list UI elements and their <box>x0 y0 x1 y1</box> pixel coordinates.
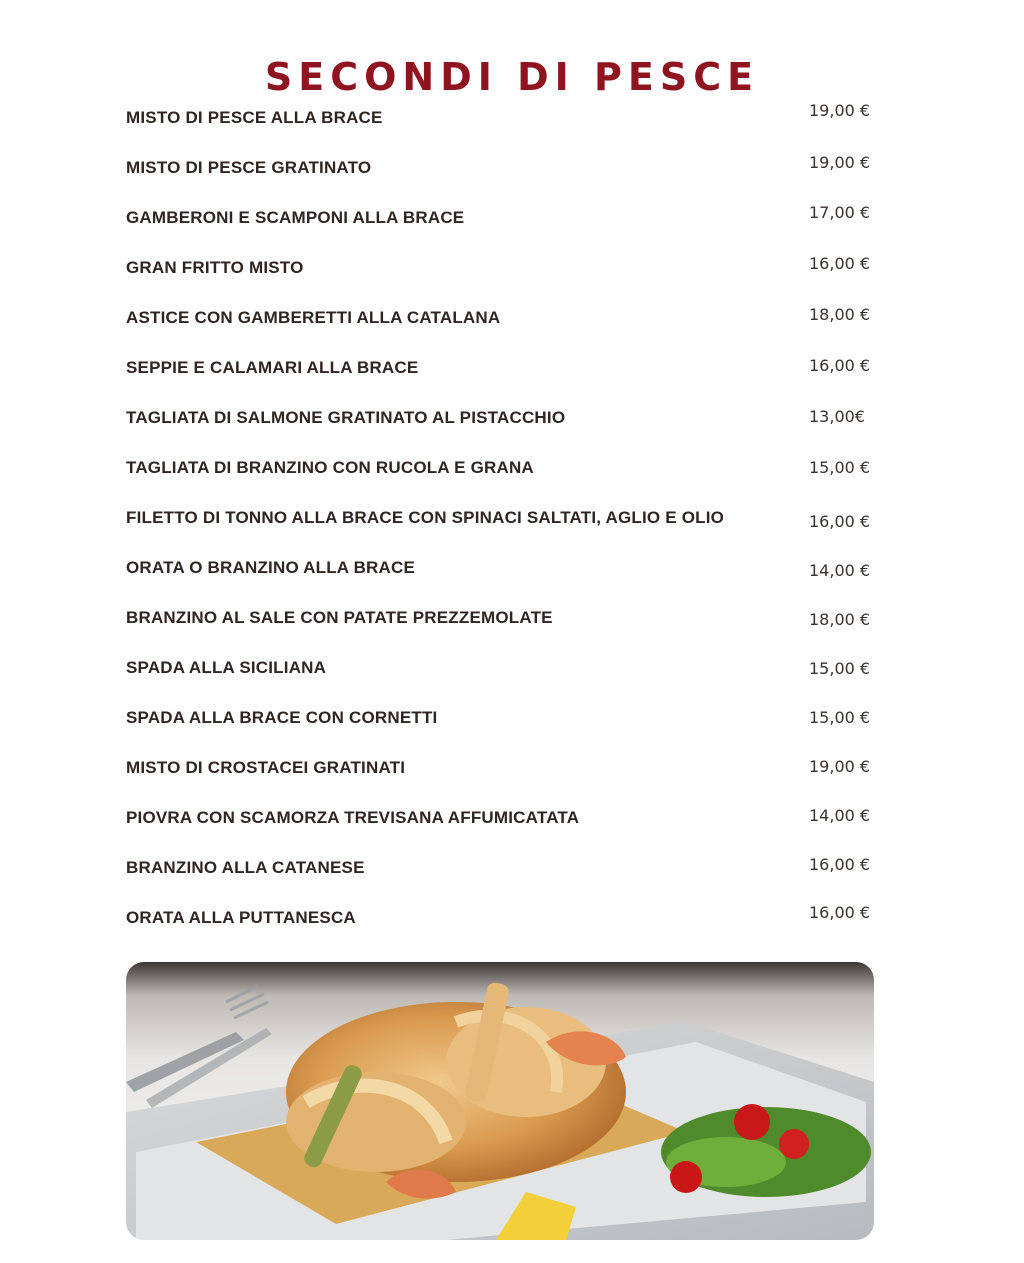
item-name: ASTICE CON GAMBERETTI ALLA CATALANA <box>126 308 501 327</box>
item-name: FILETTO DI TONNO ALLA BRACE CON SPINACI SALTATI, AGLIO E OLIO <box>126 508 725 527</box>
item-name: GRAN FRITTO MISTO <box>126 258 304 277</box>
list-item <box>126 598 886 628</box>
item-name: MISTO DI CROSTACEI GRATINATI <box>126 758 406 777</box>
list-item <box>126 548 886 578</box>
list-item <box>126 798 886 828</box>
item-name: ORATA ALLA PUTTANESCA <box>126 908 356 927</box>
item-price: 18,00 € <box>809 305 871 324</box>
item-price: 13,00€ <box>809 407 865 426</box>
item-price: 15,00 € <box>809 708 871 727</box>
item-price: 14,00 € <box>809 561 871 580</box>
item-price: 16,00 € <box>809 254 871 273</box>
item-name: PIOVRA CON SCAMORZA TREVISANA AFFUMICATATA <box>126 808 580 827</box>
fried-seafood-photo <box>126 962 874 1240</box>
item-price: 19,00 € <box>809 101 871 120</box>
item-name: BRANZINO AL SALE CON PATATE PREZZEMOLATE <box>126 608 553 627</box>
item-name: TAGLIATA DI SALMONE GRATINATO AL PISTACCHIO <box>126 408 566 427</box>
list-item <box>126 448 886 478</box>
item-price: 16,00 € <box>809 855 871 874</box>
item-name: SPADA ALLA BRACE CON CORNETTI <box>126 708 438 727</box>
item-name: MISTO DI PESCE ALLA BRACE <box>126 108 383 127</box>
list-item <box>126 248 886 278</box>
item-price: 17,00 € <box>809 203 871 222</box>
list-item <box>126 698 886 728</box>
item-name: SPADA ALLA SICILIANA <box>126 658 327 677</box>
list-item <box>126 498 886 531</box>
list-item <box>126 98 886 128</box>
item-price: 16,00 € <box>809 356 871 375</box>
list-item <box>126 648 886 678</box>
item-price: 19,00 € <box>809 757 871 776</box>
list-item <box>126 898 886 928</box>
list-item <box>126 748 886 778</box>
list-item <box>126 848 886 878</box>
item-name: BRANZINO ALLA CATANESE <box>126 858 365 877</box>
item-name: MISTO DI PESCE GRATINATO <box>126 158 372 177</box>
list-item <box>126 348 886 378</box>
item-price: 18,00 € <box>809 610 871 629</box>
item-name: TAGLIATA DI BRANZINO CON RUCOLA E GRANA <box>126 458 534 477</box>
page-title: SECONDI DI PESCE <box>264 55 760 100</box>
item-price: 14,00 € <box>809 806 871 825</box>
list-item <box>126 298 886 328</box>
item-price: 15,00 € <box>809 659 871 678</box>
item-name: SEPPIE E CALAMARI ALLA BRACE <box>126 358 419 377</box>
item-price: 16,00 € <box>809 512 871 531</box>
item-price: 19,00 € <box>809 153 871 172</box>
item-name: ORATA O BRANZINO ALLA BRACE <box>126 558 416 577</box>
item-price: 15,00 € <box>809 458 871 477</box>
item-price: 16,00 € <box>809 903 871 922</box>
list-item <box>126 398 886 428</box>
list-item <box>126 148 886 178</box>
item-name: GAMBERONI E SCAMPONI ALLA BRACE <box>126 208 465 227</box>
list-item <box>126 198 886 228</box>
